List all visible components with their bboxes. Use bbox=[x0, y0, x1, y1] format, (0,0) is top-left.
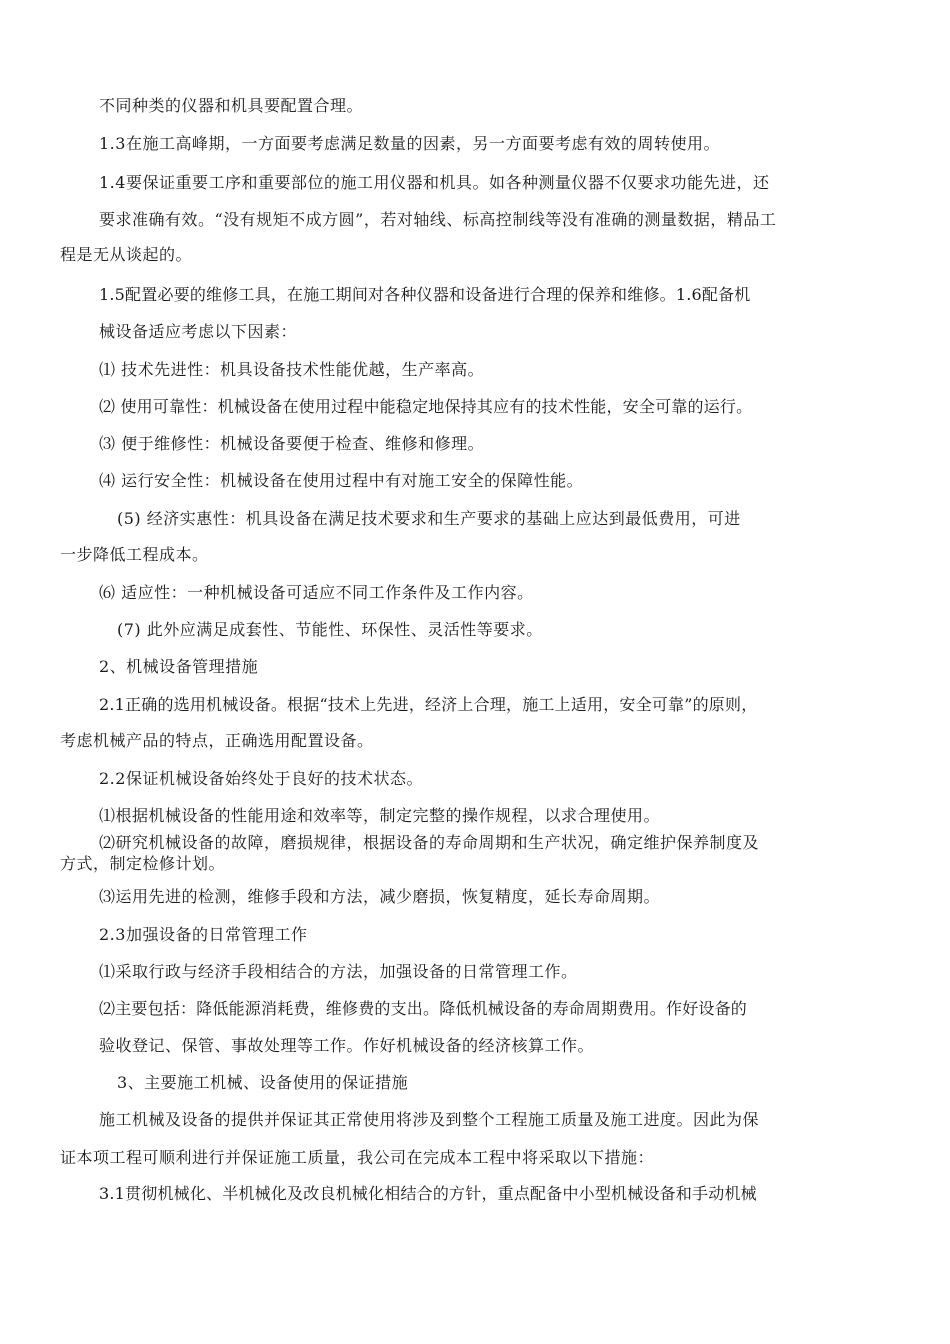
text-line: ⑴ 技术先进性：机具设备技术性能优越，生产率高。 bbox=[99, 360, 485, 379]
text-line: 验收登记、保管、事故处理等工作。作好机械设备的经济核算工作。 bbox=[99, 1036, 595, 1055]
text-line: 考虑机械产品的特点，正确选用配置设备。 bbox=[60, 731, 374, 750]
text-line: 不同种类的仪器和机具要配置合理。 bbox=[99, 96, 364, 115]
text-line: 程是无从谈起的。 bbox=[60, 245, 193, 264]
text-line: 施工机械及设备的提供并保证其正常使用将涉及到整个工程施工质量及施工进度。因此为保 bbox=[99, 1110, 760, 1129]
text-line: 3、主要施工机械、设备使用的保证措施 bbox=[117, 1073, 409, 1092]
text-line: 证本项工程可顺利进行并保证施工质量，我公司在完成本工程中将采取以下措施： bbox=[60, 1148, 655, 1167]
text-line: ⑷ 运行安全性：机械设备在使用过程中有对施工安全的保障性能。 bbox=[99, 471, 584, 490]
text-line: 2.2保证机械设备始终处于良好的技术状态。 bbox=[99, 769, 423, 788]
text-line: 2.1正确的选用机械设备。根据“技术上先进，经济上合理，施工上适用，安全可靠”的原则， bbox=[99, 695, 758, 714]
text-line: 一步降低工程成本。 bbox=[60, 545, 209, 564]
text-line: 1.3在施工高峰期，一方面要考虑满足数量的因素，另一方面要考虑有效的周转使用。 bbox=[99, 134, 720, 153]
text-line: 方式，制定检修计划。 bbox=[60, 854, 226, 873]
text-line: 2、机械设备管理措施 bbox=[99, 657, 259, 676]
text-line: 2.3加强设备的日常管理工作 bbox=[99, 925, 308, 944]
text-line: ⑴根据机械设备的性能用途和效率等，制定完整的操作规程，以求合理使用。 bbox=[99, 806, 661, 825]
text-line: (5) 经济实惠性：机具设备在满足技术要求和生产要求的基础上应达到最低费用，可进 bbox=[117, 509, 741, 528]
text-line: ⑵ 使用可靠性：机械设备在使用过程中能稳定地保持其应有的技术性能，安全可靠的运行。 bbox=[99, 397, 753, 416]
text-line: 1.4要保证重要工序和重要部位的施工用仪器和机具。如各种测量仪器不仅要求功能先进，还 bbox=[99, 173, 770, 192]
text-line: 1.5配置必要的维修工具，在施工期间对各种仪器和设备进行合理的保养和维修。1.6配备机 bbox=[99, 285, 751, 304]
text-line: 械设备适应考虑以下因素： bbox=[99, 322, 298, 341]
text-line: ⑴采取行政与经济手段相结合的方法，加强设备的日常管理工作。 bbox=[99, 962, 578, 981]
text-line: 要求准确有效。“没有规矩不成方圆”，若对轴线、标高控制线等没有准确的测量数据，精品工 bbox=[99, 210, 777, 229]
text-line: ⑵研究机械设备的故障，磨损规律，根据设备的寿命周期和生产状况，确定维护保养制度及 bbox=[99, 833, 760, 852]
text-line: (7) 此外应满足成套性、节能性、环保性、灵活性等要求。 bbox=[117, 620, 543, 639]
text-line: ⑹ 适应性：一种机械设备可适应不同工作条件及工作内容。 bbox=[99, 583, 534, 602]
text-line: ⑵主要包括：降低能源消耗费，维修费的支出。降低机械设备的寿命周期费用。作好设备的 bbox=[99, 999, 748, 1018]
text-line: ⑶运用先进的检测，维修手段和方法，减少磨损，恢复精度，延长寿命周期。 bbox=[99, 887, 661, 906]
text-line: 3.1贯彻机械化、半机械化及改良机械化相结合的方针，重点配备中小型机械设备和手动机械 bbox=[99, 1184, 757, 1203]
text-line: ⑶ 便于维修性：机械设备要便于检查、维修和修理。 bbox=[99, 434, 485, 453]
